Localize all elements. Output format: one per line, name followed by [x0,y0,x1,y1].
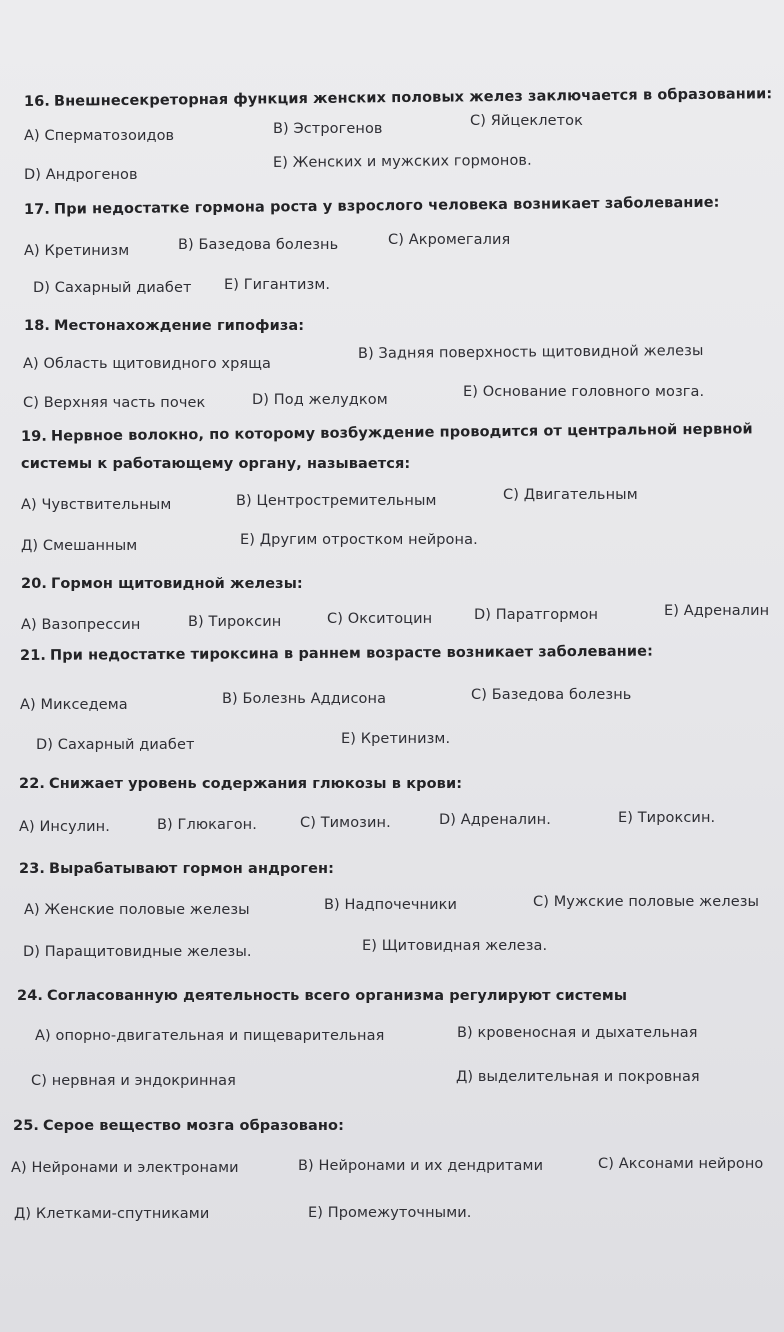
option-17-b: В) Базедова болезнь [178,237,339,253]
option-23-b: В) Надпочечники [324,897,458,913]
option-25-d: Д) Клетками-спутниками [14,1206,210,1222]
option-22-e: Е) Тироксин. [618,810,716,826]
option-24-d: Д) выделительная и покровная [456,1069,700,1085]
option-22-d: D) Адреналин. [439,812,551,828]
question-19 [21,420,753,446]
question-number: 18. [24,318,50,334]
option-16-c: С) Яйцеклеток [470,113,584,129]
option-22-a: А) Инсулин. [19,819,110,835]
option-20-e: Е) Адреналин [664,603,770,619]
option-21-a: А) Микседема [20,697,128,713]
question-text: Согласованную деятельность всего организма регулируют системы [47,988,628,1004]
question-number: 24. [17,988,43,1004]
option-21-b: В) Болезнь Аддисона [222,691,387,707]
option-25-b: В) Нейронами и их дендритами [298,1158,544,1174]
option-18-b: В) Задняя поверхность щитовидной железы [357,342,704,362]
option-24-b: В) кровеносная и дыхательная [457,1025,698,1041]
option-19-d: Д) Смешанным [21,538,138,554]
question-text: Серое вещество мозга образовано: [43,1118,344,1134]
question-number: 25. [13,1118,39,1134]
question-22 [19,775,462,793]
option-25-c: С) Аксонами нейроно [598,1156,764,1172]
option-19-a: А) Чувствительным [21,497,172,513]
question-text: Вырабатывают гормон андроген: [49,861,335,877]
option-16-a: А) Сперматозоидов [24,128,175,144]
question-18 [24,317,304,335]
question-16 [24,85,772,111]
option-25-a: А) Нейронами и электронами [11,1160,239,1176]
question-25 [13,1117,344,1135]
option-18-d: D) Под желудком [252,392,388,408]
option-18-e: Е) Основание головного мозга. [463,384,705,400]
option-23-d: D) Паращитовидные железы. [23,944,252,960]
option-25-e: Е) Промежуточными. [308,1205,472,1221]
question-19-continued: системы к работающему органу, называется: [21,456,411,472]
option-18-a: А) Область щитовидного хряща [23,356,271,372]
question-20 [21,575,303,593]
option-17-a: А) Кретинизм [24,243,130,259]
option-21-c: С) Базедова болезнь [471,687,632,703]
question-17 [24,194,720,219]
option-18-c: С) Верхняя часть почек [23,395,206,411]
question-number: 21. [19,647,47,664]
question-text: При недостатке гормона роста у взрослого человека возникает заболевание: [53,194,720,218]
option-21-d: D) Сахарный диабет [36,737,195,753]
question-text: Местонахождение гипофиза: [54,318,305,334]
question-number: 19. [20,428,48,445]
question-number: 20. [21,576,47,592]
option-22-b: В) Глюкагон. [157,817,257,833]
option-17-e: Е) Гигантизм. [224,277,331,293]
option-19-e: Е) Другим отростком нейрона. [240,532,478,548]
question-text: Внешнесекреторная функция женских половых желез заключается в образовании: [53,86,773,110]
question-24 [17,987,627,1005]
question-number: 17. [23,201,51,218]
option-16-d: D) Андрогенов [24,167,138,183]
option-20-a: А) Вазопрессин [21,617,141,633]
option-24-c: С) нервная и эндокринная [31,1073,236,1089]
question-text: Нервное волокно, по которому возбуждение проводится от центральной нервной [50,421,753,445]
question-text: Снижает уровень содержания глюкозы в крови: [49,776,463,792]
question-21 [20,643,653,665]
option-24-a: А) опорно-двигательная и пищеварительная [35,1028,385,1044]
option-23-e: Е) Щитовидная железа. [362,938,548,954]
option-20-d: D) Паратгормон [474,607,599,623]
question-23 [19,860,334,878]
option-17-c: С) Акромегалия [388,232,511,248]
option-19-c: С) Двигательным [503,487,638,503]
option-23-a: А) Женские половые железы [24,902,250,918]
question-number: 16. [23,93,51,110]
option-23-c: С) Мужские половые железы [533,894,760,910]
question-number: 22. [19,776,45,792]
option-16-b: В) Эстрогенов [273,121,383,137]
option-17-d: D) Сахарный диабет [33,280,192,296]
option-22-c: С) Тимозин. [300,815,391,831]
option-19-b: В) Центростремительным [236,493,437,509]
question-number: 23. [19,861,45,877]
question-text: Гормон щитовидной железы: [51,576,303,592]
option-16-e: Е) Женских и мужских гормонов. [272,152,532,171]
option-20-c: С) Окситоцин [327,611,433,627]
option-21-e: Е) Кретинизм. [341,731,451,747]
question-text: При недостатке тироксина в раннем возрасте возникает заболевание: [49,643,654,664]
option-20-b: В) Тироксин [188,614,282,630]
